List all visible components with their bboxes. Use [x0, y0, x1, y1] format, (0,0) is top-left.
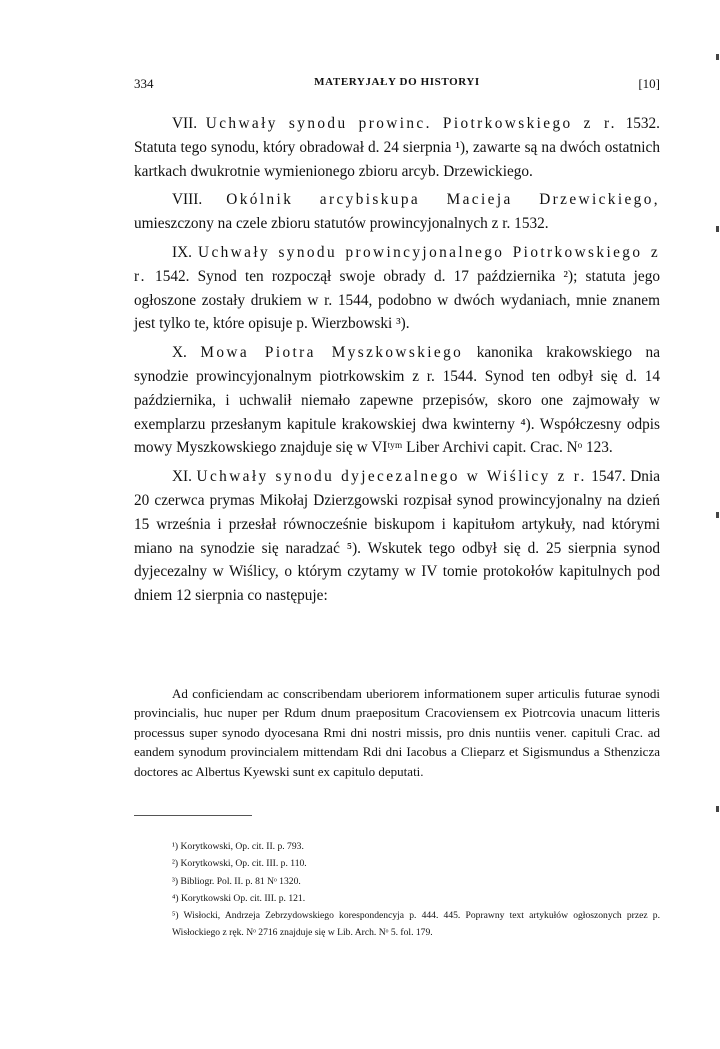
paragraph-body: 1542. Synod ten rozpoczął swoje obrady d. 17 października ²); statuta jego ogłoszone zostały drukiem w r. 1544, podobno w dwóch wydaniach, mnie znanem jest tylko te, które opisuje p. Wierzbowski ³). [134, 267, 660, 333]
paragraph-numeral: XI. [172, 468, 192, 486]
scan-edge-mark [716, 512, 719, 518]
paragraph-numeral: X. [172, 344, 187, 362]
paragraph-numeral: VIII. [172, 191, 203, 209]
paragraph-heading: Uchwały synodu prowincyjonalnego Piotrkowskiego z r. [134, 243, 661, 285]
main-text [134, 112, 660, 613]
paragraph-body: umieszczony na czele zbioru statutów prowincyjonalnych z r. 1532. [134, 215, 549, 233]
paragraph-numeral: IX. [172, 243, 192, 261]
footnote: ²) Korytkowski, Op. cit. III. p. 110. [172, 858, 307, 870]
paragraph-body: 1547. Dnia 20 czerwca prymas Mikołaj Dzierzgowski rozpisał synod prowincyjonalny na dzień 15 września i przesłał równocześnie biskupom i kapitułom artykuły, nad którymi miano na synodzie się naradzać ⁵). Wskutek tego odbył się d. 25 sierpnia synod dyjecezalny w Wiślicy, o którym czytamy w IV tomie protokołów kapitulnych pod dniem 12 sierpnia co następuje: [134, 468, 660, 605]
running-title: MATERYJAŁY DO HISTORYI [314, 76, 480, 88]
paragraph-body: kanonika krakowskiego na synodzie prowincyjonalnym piotrkowskim z r. 1544. Synod ten odbył się d. 14 października, i uchwalił niemało zapewne przepisów, skoro one zajmowały w exemplarzu przesłanym kapitule krakowskiej dwa kwinterny ⁴). Współczesny odpis mowy Myszkowskiego znajduje się w VIᵗʸᵐ Liber Archivi capit. Crac. Nᵒ 123. [134, 344, 660, 457]
scan-edge-mark [716, 806, 719, 812]
footnote: ⁴) Korytkowski Op. cit. III. p. 121. [172, 892, 306, 904]
paragraph-numeral: VII. [172, 115, 198, 132]
latin-quotation: Ad conficiendam ac conscribendam uberiorem informationem super articulis futurae synodi provincialis, huc nuper per Rdum dnum praepositum Cracoviensem ex Piotrcovia unacum litteris processus super synodo dyocesana Rmi dni nostri missis, pro dnis nuntiis vener. capituli Crac. ad eandem synodum provincialem mittendam Rdi dni Iacobus a Clieparz et Sigismundus a Sthenzicza doctores ac Albertus Kyewski sunt ex capitulo deputati. [134, 686, 660, 779]
paragraph-xi [134, 465, 660, 608]
running-header [134, 76, 660, 94]
footnotes [134, 838, 660, 942]
paragraph-heading: Uchwały synodu prowinc. Piotrkowskiego z r. [205, 115, 617, 132]
paragraph-ix [134, 241, 660, 336]
footnote: ⁵) Wisłocki, Andrzeja Zebrzydowskiego korespondencyja p. 444. 445. Poprawny text artykułów ogłoszonych przez p. Wisłockiego z ręk. Nᵒ 2716 znajduje się w Lib. Arch. Nᵒ 5. fol. 179. [172, 910, 660, 939]
footnote: ³) Bibliogr. Pol. II. p. 81 Nᵒ 1320. [172, 875, 301, 887]
paragraph-vii [134, 112, 660, 183]
paragraph-x [134, 341, 660, 460]
paragraph-viii [134, 188, 660, 236]
scan-edge-mark [716, 54, 719, 60]
paragraph-body: 1532. Statuta tego synodu, który obradował d. 24 sierpnia ¹), zawarte są na dwóch ostatnich kartkach dwukrotnie wymienionego zbioru arcyb. Drzewickiego. [134, 115, 660, 180]
footnote: ¹) Korytkowski, Op. cit. II. p. 793. [172, 841, 304, 852]
footnote-divider [134, 815, 252, 816]
page-number: 334 [134, 76, 154, 91]
section-marker: [10] [638, 76, 660, 91]
scan-edge-mark [716, 226, 719, 232]
paragraph-heading: Mowa Piotra Myszkowskiego [200, 344, 464, 362]
paragraph-heading: Okólnik arcybiskupa Macieja Drzewickiego, [226, 191, 661, 209]
paragraph-heading: Uchwały synodu dyjecezalnego w Wiślicy z r. [196, 468, 587, 486]
